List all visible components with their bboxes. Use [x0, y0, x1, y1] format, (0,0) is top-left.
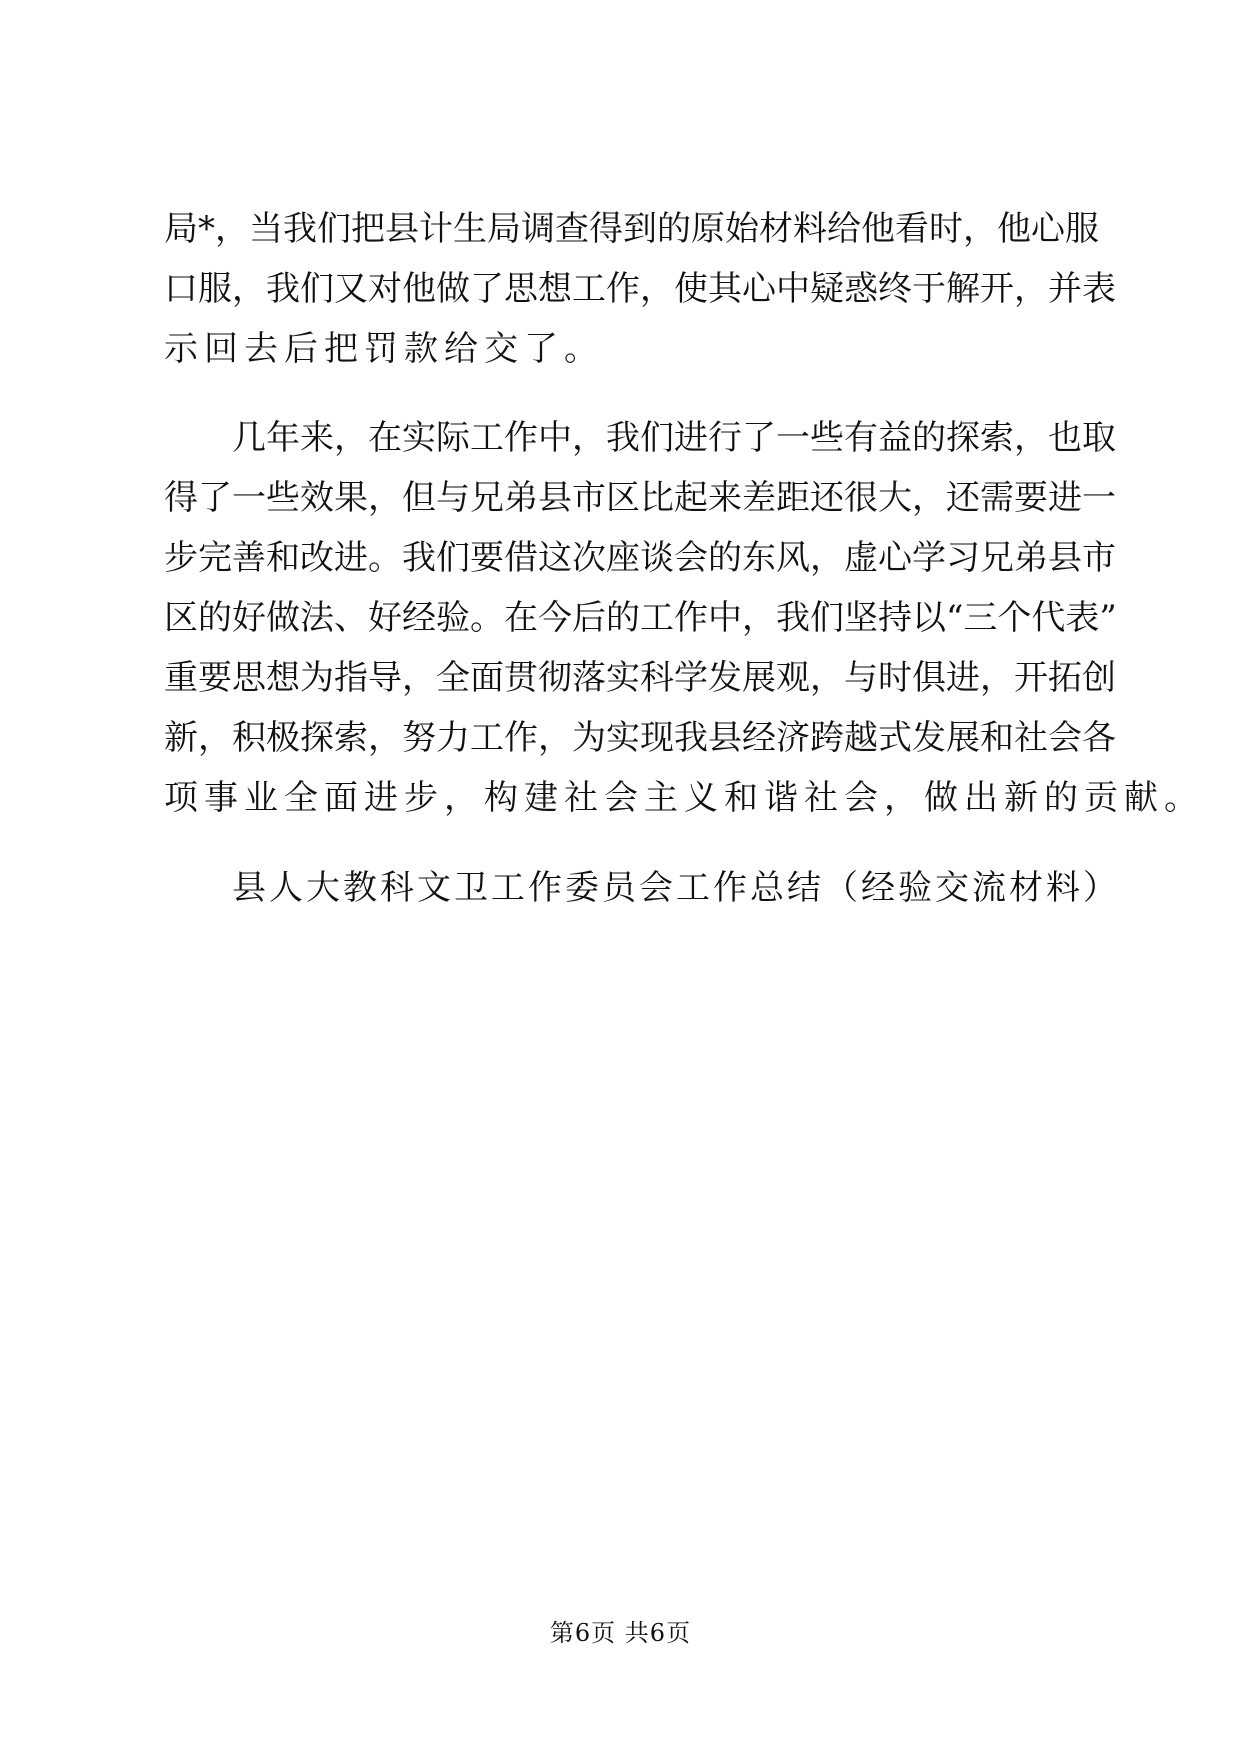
- paragraph-line: 新，积极探索，努力工作，为实现我县经济跨越式发展和社会各: [164, 718, 1116, 758]
- closing-title: 县人大教科文卫工作委员会工作总结（经验交流材料）: [232, 868, 1120, 908]
- paragraph-line: 项事业全面进步，构建社会主义和谐社会，做出新的贡献。: [164, 778, 1204, 818]
- paragraph-line: 示回去后把罚款给交了。: [164, 329, 604, 369]
- paragraph-line: 重要思想为指导，全面贯彻落实科学发展观，与时俱进，开拓创: [164, 658, 1116, 698]
- paragraph-line: 口服，我们又对他做了思想工作，使其心中疑惑终于解开，并表: [164, 269, 1116, 309]
- paragraph-line: 几年来，在实际工作中，我们进行了一些有益的探索，也取: [232, 418, 1116, 458]
- paragraph-line: 得了一些效果，但与兄弟县市区比起来差距还很大，还需要进一: [164, 478, 1116, 518]
- page-number-footer: 第6页 共6页: [549, 1619, 692, 1647]
- paragraph-line: 区的好做法、好经验。在今后的工作中，我们坚持以“三个代表”: [164, 598, 1117, 638]
- paragraph-line: 局*，当我们把县计生局调查得到的原始材料给他看时，他心服: [164, 209, 1099, 249]
- paragraph-line: 步完善和改进。我们要借这次座谈会的东风，虚心学习兄弟县市: [164, 538, 1116, 578]
